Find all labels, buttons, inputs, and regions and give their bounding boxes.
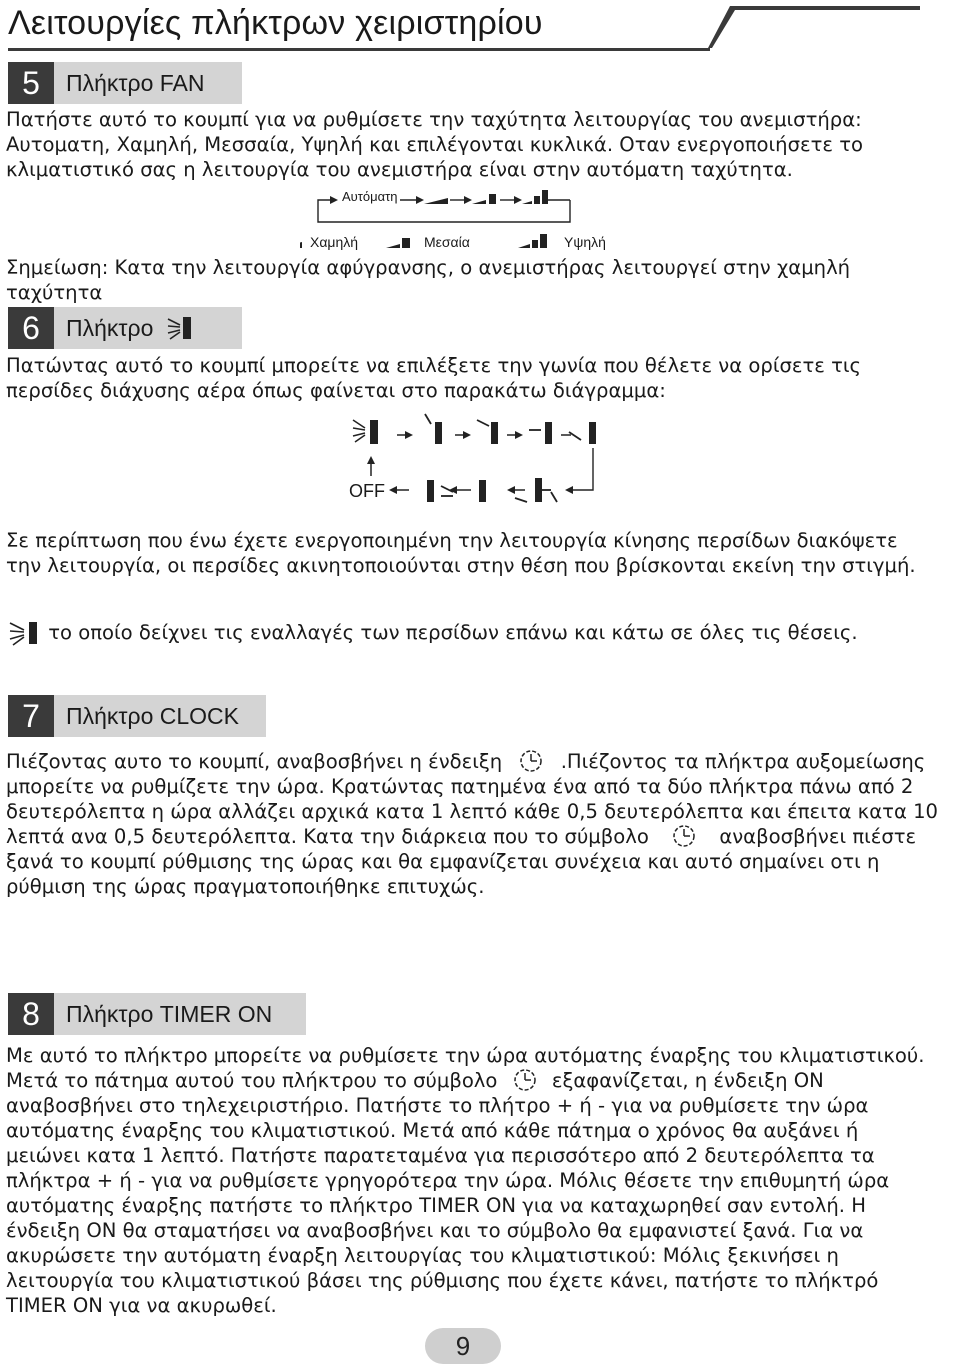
swing-note-text: το οποίο δείχνει τις εναλλαγές των περσίδων επάνω και κάτω σε όλες τις θέσεις.	[48, 621, 858, 644]
section-6-paragraph-2	[6, 528, 916, 578]
section-label: Πλήκτρο CLOCK	[54, 695, 266, 737]
section-label: Πλήκτρο FAN	[54, 62, 242, 104]
swing-icon	[166, 315, 194, 341]
clock-icon	[655, 824, 713, 848]
text-line: δευτερόλεπτα η ώρα αλλάζει αρχικά κατα 1 λεπτό κάθε 0,5 δευτερόλεπτα και έπειτα κατα 10	[6, 800, 939, 823]
clock-icon	[508, 749, 554, 773]
text-line: ακυρώσετε την αυτόματη έναρξη λειτουργίας του κλιματιστικού: Μόλις ξεκινήσει η	[6, 1244, 839, 1267]
section-6-header	[8, 307, 242, 349]
text-line	[6, 824, 938, 849]
medium-label: Μεσαία	[424, 234, 470, 250]
text-line: Σημείωση: Κατα την λειτουργία αφύγρανσης, ο ανεμιστήρας λειτουργεί στην χαμηλή	[6, 256, 851, 279]
text-line: αυτόματης έναρξης του κλιματιστικού. Μετά από κάθε πάτημα ο χρόνος θα αυξάνει ή	[6, 1119, 859, 1142]
text-line: Αυτοματη, Χαμηλή, Μεσσαία, Υψηλή και επιλέγονται κυκλικά. Οταν ενεργοποιήσετε το	[6, 133, 863, 156]
text-line: πλήκτρα + ή - για να ρυθμίσετε γρηγορότερα την ώρα. Μόλις θέσετε την επιθυμητή ώρα	[6, 1169, 890, 1192]
text-line	[6, 1068, 925, 1093]
text-line: ταχύτητα	[6, 281, 103, 304]
section-label	[54, 307, 242, 349]
text-line: μειώνει κατα 1 λεπτό. Πατήστε παρατεταμένα για περισσότερο από 2 δευτερόλεπτα τα	[6, 1144, 875, 1167]
section-5-description	[6, 107, 863, 182]
section-5-note	[6, 255, 850, 305]
text-line: κλιματιστικό σας η λειτουργία του ανεμιστήρα είναι στην αυτόματη ταχύτητα.	[6, 158, 793, 181]
text-line: Πατήστε αυτό το κουμπί για να ρυθμίσετε την ταχύτητα λειτουργίας του ανεμιστήρα:	[6, 108, 862, 131]
text-line: αυτόματης έναρξης πατήστε το πλήκτρο TIMER ON για να καταχωρηθεί σαν εντολή. Η	[6, 1194, 866, 1217]
clock-icon	[504, 1068, 546, 1092]
text-line: την λειτουργία, οι περσίδες ακινητοποιούνται στην θέση που βρίσκονται εκείνη την στιγμή.	[6, 554, 916, 577]
text-line: λειτουργία του κλιματιστικού βάσει της ρύθμισης που έχετε κάνει, πατήστε το πλήκτρό	[6, 1269, 879, 1292]
page-title: Λειτουργίες πλήκτρων χειριστηρίου	[8, 4, 543, 42]
section-7-description	[6, 749, 938, 899]
text-line: ρύθμιση της ώρας πραγματοποιήθηκε επιτυχώς.	[6, 875, 485, 898]
high-label: Υψηλή	[564, 234, 606, 250]
section-7-header	[8, 695, 266, 737]
text-line: Σε περίπτωση που ένω έχετε ενεργοποιημένη την λειτουργία κίνησης περσίδων διακόψετε	[6, 529, 898, 552]
section-8-description	[6, 1043, 925, 1318]
fan-speed-diagram	[300, 186, 606, 256]
header-decoration	[0, 0, 960, 60]
text-line: ξανά το κουμπί ρύθμισης της ώρας και θα εμφανίζεται συνέχεια και αυτό σημαίνει οτι η	[6, 850, 880, 873]
text-line: Με αυτό το πλήκτρο μπορείτε να ρυθμίσετε την ώρα αυτόματης έναρξης του κλιματιστικού.	[6, 1044, 925, 1067]
low-label: Χαμηλή	[310, 234, 359, 250]
section-number: 7	[8, 695, 54, 737]
page-number: 9	[425, 1328, 501, 1364]
section-number: 5	[8, 62, 54, 104]
text-segment: .Πιέζοντος τα πλήκτρα αυξομείωσης	[560, 750, 926, 773]
section-6-description	[6, 353, 861, 403]
section-8-header	[8, 993, 306, 1035]
text-segment: Πιέζοντας αυτο το κουμπί, αναβοσβήνει η ένδειξη	[6, 750, 503, 773]
text-line: αναβοσβήνει στο τηλεχειριστήριο. Πατήστε το πλήτρο + ή - για να ρυθμίσετε την ώρα	[6, 1094, 869, 1117]
text-segment: λεπτά ανα 0,5 δευτερόλεπτα. Κατα την διάρκεια που το σύμβολο	[6, 825, 649, 848]
text-line: Πατώντας αυτό το κουμπί μπορείτε να επιλέξετε την γωνία που θέλετε να ορίσετε τις	[6, 354, 861, 377]
swing-symbol	[353, 420, 378, 444]
text-line: ένδειξη ON θα σταματήσει να αναβοσβήνει και το σύμβολο θα εμφανιστεί ξανά. Για να	[6, 1219, 864, 1242]
text-segment: αναβοσβήνει πιέστε	[719, 825, 917, 848]
text-segment: εξαφανίζεται, η ένδειξη ON	[551, 1069, 824, 1092]
text-line	[6, 749, 938, 774]
swing-icon	[8, 617, 42, 647]
auto-label: Αυτόματη	[342, 189, 398, 204]
off-label: OFF	[349, 481, 385, 501]
swing-note	[8, 620, 858, 647]
text-line: περσίδες διάχυσης αέρα όπως φαίνεται στο παρακάτω διάγραμμα:	[6, 379, 666, 402]
text-line: TIMER ON για να ακυρωθεί.	[6, 1294, 277, 1317]
text-line: μπορείτε να ρυθμίζετε την ώρα. Κρατώντας πατημένα ένα από τα δύο πλήκτρα πάνω από 2	[6, 775, 914, 798]
section-number: 6	[8, 307, 54, 349]
section-number: 8	[8, 993, 54, 1035]
louver-swing-diagram	[345, 408, 615, 513]
text-segment: Μετά το πάτημα αυτού του πλήκτρου το σύμβολο	[6, 1069, 498, 1092]
section-label-text: Πλήκτρο	[66, 315, 154, 341]
section-5-header	[8, 62, 242, 104]
section-label: Πλήκτρο TIMER ON	[54, 993, 306, 1035]
